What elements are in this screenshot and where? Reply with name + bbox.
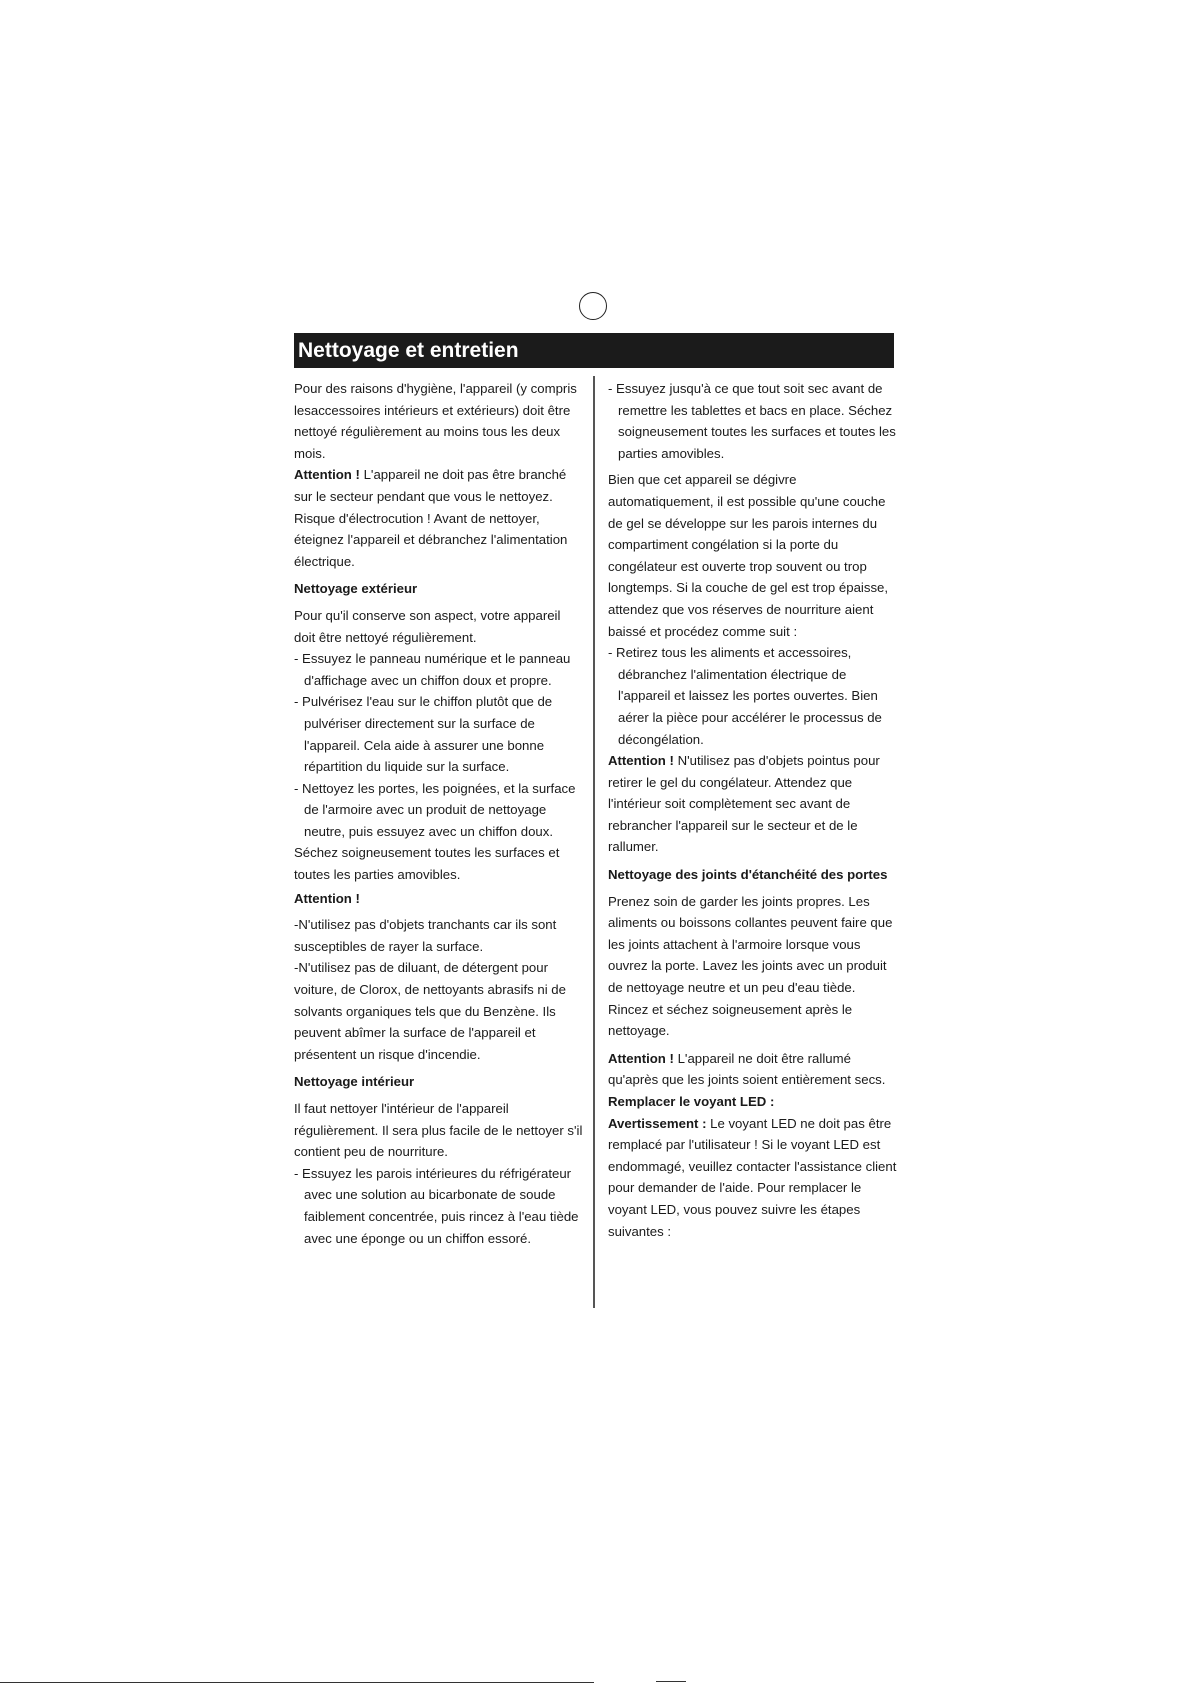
attention-paragraph (608, 1048, 898, 1091)
right-column (608, 378, 898, 1242)
led-heading: Remplacer le voyant LED : (608, 1094, 775, 1109)
attention-heading: Attention ! (294, 890, 360, 906)
interior-bullet: - Essuyez les parois intérieures du réfrigérateur avec une solution au bicarbonate de soude faiblement concentrée, puis rincez à l'eau tiède avec une éponge ou un chiffon essoré. (294, 1165, 579, 1246)
interior-heading: Nettoyage intérieur (294, 1074, 415, 1090)
warning-label: Avertissement : (608, 1115, 707, 1131)
defrost-intro: Bien que cet appareil se dégivre automatiquement, il est possible qu'une couche de gel se développe sur les parois internes du compartiment congélation si la porte du congélateur est ouverte trop souvent ou trop longtemps. Si la couche de gel est trop épaisse, attendez que vos réserves de nourriture aient baissé et procédez comme suit : (608, 472, 889, 639)
attention-text: N'utilisez pas d'objets pointus pour retirer le gel du congélateur. Attendez que l'intérieur soit complètement sec avant de rebrancher l'appareil sur le secteur et de le rallumer. (608, 753, 880, 855)
left-column (294, 378, 584, 1249)
intro-paragraph: Pour des raisons d'hygiène, l'appareil (y compris lesaccessoires intérieurs et extérieurs) doit être nettoyé régulièrement au moins tous les deux mois. (294, 381, 577, 461)
attention-item: -N'utilisez pas de diluant, de détergent pour voiture, de Clorox, de nettoyants abrasifs ni de solvants organiques tels que du Benzène. Ils peuvent abîmer la surface de l'appareil et présentent un risque d'incendie. (294, 960, 566, 1062)
seals-heading: Nettoyage des joints d'étanchéité des portes (608, 867, 888, 883)
attention-text: L'appareil ne doit pas être branché sur le secteur pendant que vous le nettoyez. Risque d'électrocution ! Avant de nettoyer, éteignez l'appareil et débranchez l'alimentation électrique. (294, 467, 568, 569)
attention-item: -N'utilisez pas d'objets tranchants car ils sont susceptibles de rayer la surface. (294, 917, 557, 954)
exterior-bullet: - Essuyez le panneau numérique et le panneau d'affichage avec un chiffon doux et propre. (294, 651, 571, 688)
warning-paragraph (608, 1113, 898, 1243)
attention-label: Attention ! (608, 1050, 674, 1066)
exterior-heading: Nettoyage extérieur (294, 581, 418, 597)
attention-paragraph (608, 750, 898, 858)
warning-text: Le voyant LED ne doit pas être remplacé par l'utilisateur ! Si le voyant LED est endommagé, veuillez contacter l'assistance client pour demander de l'aide. Pour remplacer le voyant LED, vous pouvez suivre les étapes suivantes : (608, 1115, 897, 1239)
dry-bullet: - Essuyez jusqu'à ce que tout soit sec avant de remettre les tablettes et bacs en place. Séchez soigneusement toutes les surfaces et toutes les parties amovibles. (608, 381, 896, 461)
exterior-bullet: - Pulvérisez l'eau sur le chiffon plutôt que de pulvériser directement sur la surface de l'appareil. Cela aide à assurer une bonne répartition du liquide sur la surface. (294, 694, 553, 775)
defrost-bullet: - Retirez tous les aliments et accessoires, débranchez l'alimentation électrique de l'appareil et laissez les portes ouvertes. Bien aérer la pièce pour accélérer le processus de décongélation. (608, 645, 882, 747)
exterior-dry-text: Séchez soigneusement toutes les surfaces et toutes les parties amovibles. (294, 845, 560, 883)
footer-rule (0, 1682, 594, 1683)
seals-text: Prenez soin de garder les joints propres. Les aliments ou boissons collantes peuvent faire que les joints attachent à l'armoire lorsque vous ouvrez la porte. Lavez les joints avec un produit de nettoyage neutre et un peu d'eau tiède. Rincez et séchez soigneusement après le nettoyage. (608, 893, 893, 1039)
attention-paragraph (294, 464, 584, 572)
footer-mark (656, 1681, 686, 1686)
interior-intro: Il faut nettoyer l'intérieur de l'appareil régulièrement. Il sera plus facile de le nettoyer s'il contient peu de nourriture. (294, 1101, 583, 1160)
page-number-circle (579, 292, 607, 320)
exterior-bullet: - Nettoyez les portes, les poignées, et la surface de l'armoire avec un produit de nettoyage neutre, puis essuyez avec un chiffon doux. (294, 780, 576, 839)
exterior-intro: Pour qu'il conserve son aspect, votre appareil doit être nettoyé régulièrement. (294, 607, 561, 645)
attention-label: Attention ! (294, 467, 360, 483)
attention-label: Attention ! (608, 753, 674, 769)
section-title: Nettoyage et entretien (294, 333, 894, 368)
column-divider (593, 376, 595, 1308)
attention-text: L'appareil ne doit être rallumé qu'après que les joints soient entièrement secs. (608, 1050, 886, 1088)
